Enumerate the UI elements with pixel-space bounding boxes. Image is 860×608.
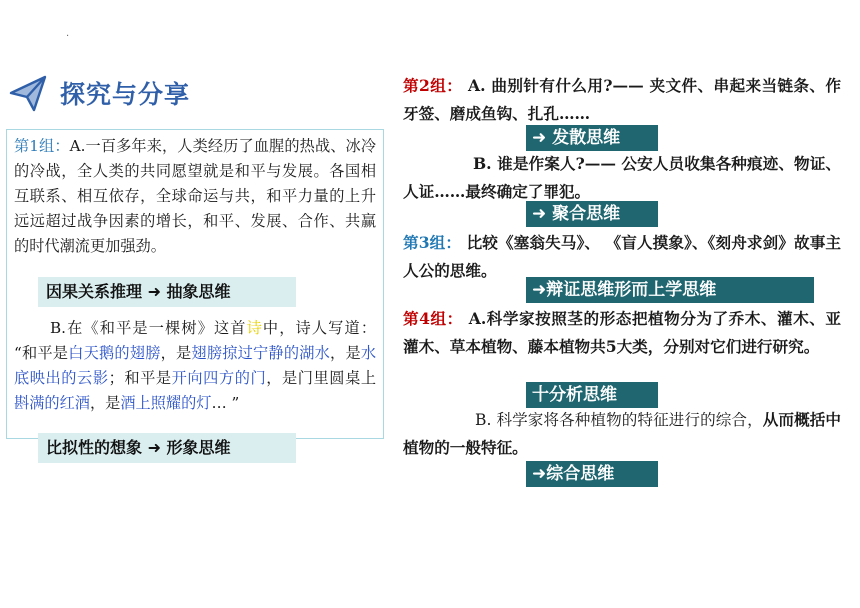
poem-text: ，是 [89,394,121,412]
poem-highlight: 斟满的红酒 [14,394,90,412]
poem-text: ，是 [330,344,361,362]
group1-paragraph-a [14,134,376,259]
group2-paragraph-b [403,150,841,206]
group2-label: 第2组： [403,76,463,95]
group2-text-a: A. 曲别针有什么用?—— 夹文件、串起来当链条、作牙签、磨成鱼钩、扎孔…… [403,76,842,123]
poem-highlight: 开向四方的门 [171,369,267,387]
band-analogy-imagination: 比拟性的想象 ➜ 形象思维 [38,433,296,463]
poem-text: ，是 [160,344,192,362]
poem-text: ；和平是 [108,369,172,387]
group3-label: 第3组： [403,233,462,252]
group4-text-b1: B. 科学家将各种植物的特征进行的综合， [475,411,763,429]
section-header [8,70,190,116]
group4-label: 第4组： [403,309,463,328]
poem-text: … ” [211,394,240,412]
poem-text: 中，诗人写道： “和平是 [14,319,377,362]
group4-paragraph-a [403,305,841,361]
poem-highlight: 酒上照耀的灯 [120,394,212,412]
page-title: 探究与分享 [60,80,191,109]
group1-paragraph-b [14,316,376,416]
poem-highlight: 白天鹅的翅膀 [68,344,161,362]
group4-paragraph-b [403,406,841,462]
group1-label: 第1组： [14,137,70,155]
group2-text-b: B. 谁是作案人?—— 公安人员收集各种痕迹、物证、人证……最终确定了罪犯。 [403,154,841,201]
poem-prefix: B.在《和平是一棵树》这首 [50,319,247,337]
group4-text-a: A.科学家按照茎的形态把植物分为了乔木、灌木、亚灌木、草本植物、藤本植物共5大类，分别对它们进行研究。 [403,309,841,356]
poem-shi: 诗 [246,319,263,337]
tag-synthetic-thinking: ➜综合思维 [526,461,658,487]
poem-highlight: 水底映出的云影 [14,344,377,387]
group2-paragraph-a [403,72,841,128]
group4-text-b2: 从而概括中植物的一般特征。 [403,410,841,457]
tag-divergent-thinking: ➜ 发散思维 [526,125,658,151]
group1-text: A.一百多年来，人类经历了血腥的热战、冰冷的冷战，全人类的共同愿望就是和平与发展。各国相互联系、相互依存，全球命运与共，和平力量的上升远远超过战争因素的增长，和平、发展、合作、共赢的时代潮流更加强劲。 [14,137,377,255]
tag-analytic-thinking: 十分析思维 [526,382,658,408]
poem-text: ，是门里圆桌上 [266,369,377,387]
group3-text: 比较《塞翁失马》、 《盲人摸象》、《刻舟求剑》故事主人公的思维。 [403,233,841,280]
paper-plane-icon [8,73,48,113]
tag-dialectical-thinking: ➜辩证思维形而上学思维 [526,277,814,303]
poem-highlight: 翅膀掠过宁静的湖水 [191,344,331,362]
tag-convergent-thinking: ➜ 聚合思维 [526,201,658,227]
band-causal-reasoning: 因果关系推理 ➜ 抽象思维 [38,277,296,307]
corner-dot: . [66,28,70,39]
